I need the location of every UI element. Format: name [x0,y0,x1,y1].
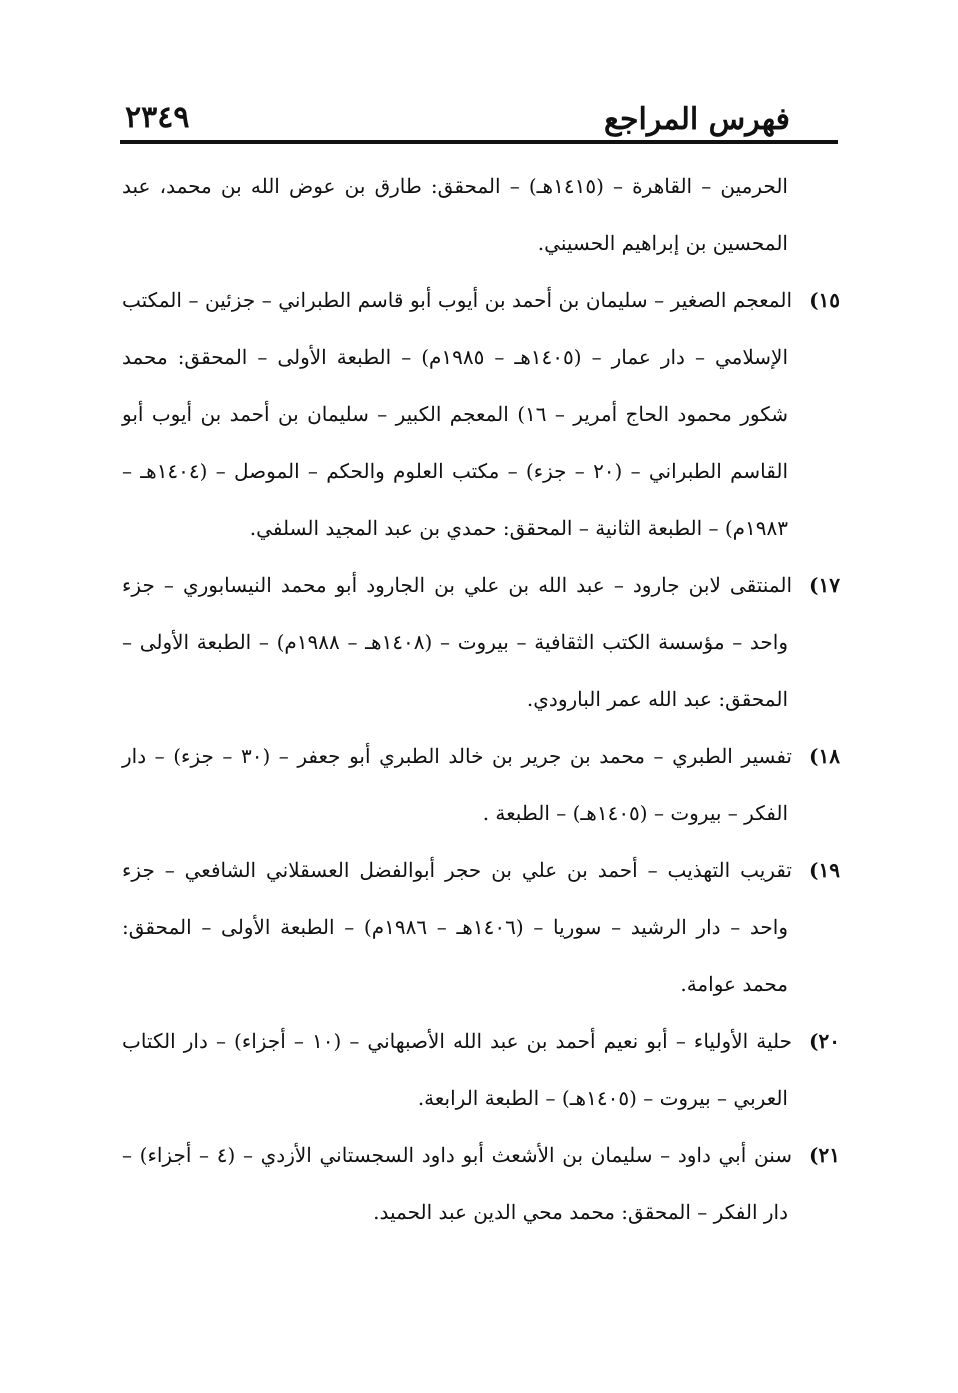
references-list [122,158,840,1241]
header-divider [120,140,838,144]
reference-text: حلية الأولياء – أبو نعيم أحمد بن عبد الله الأصبهاني – (١٠ – أجزاء) – دار الكتاب العربي – بيروت – (١٤٠٥هـ) – الطبعة الرابعة. [122,1029,792,1110]
reference-number: ٢١) [809,1143,840,1167]
page-title: فهرس المراجع [603,102,790,137]
reference-text: الحرمين – القاهرة – (١٤١٥هـ) – المحقق: طارق بن عوض الله بن محمد، عبد المحسين بن إبراهيم الحسيني. [122,174,788,255]
page-number: ٢٣٤٩ [125,100,190,135]
page-header [120,92,840,140]
reference-text: تقريب التهذيب – أحمد بن علي بن حجر أبوالفضل العسقلاني الشافعي – جزء واحد – دار الرشيد – سوريا – (١٤٠٦هـ – ١٩٨٦م) – الطبعة الأولى – المحقق: محمد عوامة. [122,858,792,996]
reference-entry-continuation [122,158,840,272]
reference-number: ١٨) [809,744,840,768]
reference-entry-20 [122,1013,840,1127]
reference-text: المعجم الصغير – سليمان بن أحمد بن أيوب أبو قاسم الطبراني – جزئين – المكتب الإسلامي – دار عمار – (١٤٠٥هـ – ١٩٨٥م) – الطبعة الأولى – المحقق: محمد شكور محمود الحاج أمرير – ١٦) المعجم الكبير – سليمان بن أحمد بن أيوب أبو القاسم الطبراني – (٢٠ – جزء) – مكتب العلوم والحكم – الموصل – (١٤٠٤هـ – ١٩٨٣م) – الطبعة الثانية – المحقق: حمدي بن عبد المجيد السلفي. [122,288,793,540]
reference-entry-21 [122,1127,840,1241]
reference-entry-17 [122,557,840,728]
reference-number: ١٧) [809,573,840,597]
reference-entry-15 [122,272,840,557]
reference-entry-18 [122,728,840,842]
reference-text: سنن أبي داود – سليمان بن الأشعث أبو داود السجستاني الأزدي – (٤ – أجزاء) – دار الفكر – المحقق: محمد محي الدين عبد الحميد. [122,1143,792,1224]
reference-entry-19 [122,842,840,1013]
reference-number: ٢٠) [809,1029,840,1053]
reference-text: المنتقى لابن جارود – عبد الله بن علي بن الجارود أبو محمد النيسابوري – جزء واحد – مؤسسة الكتب الثقافية – بيروت – (١٤٠٨هـ – ١٩٨٨م) – الطبعة الأولى – المحقق: عبد الله عمر البارودي. [122,573,792,711]
reference-text: تفسير الطبري – محمد بن جرير بن خالد الطبري أبو جعفر – (٣٠ – جزء) – دار الفكر – بيروت – (١٤٠٥هـ) – الطبعة . [122,744,792,825]
reference-number: ١٥) [809,288,841,312]
reference-number: ١٩) [809,858,840,882]
